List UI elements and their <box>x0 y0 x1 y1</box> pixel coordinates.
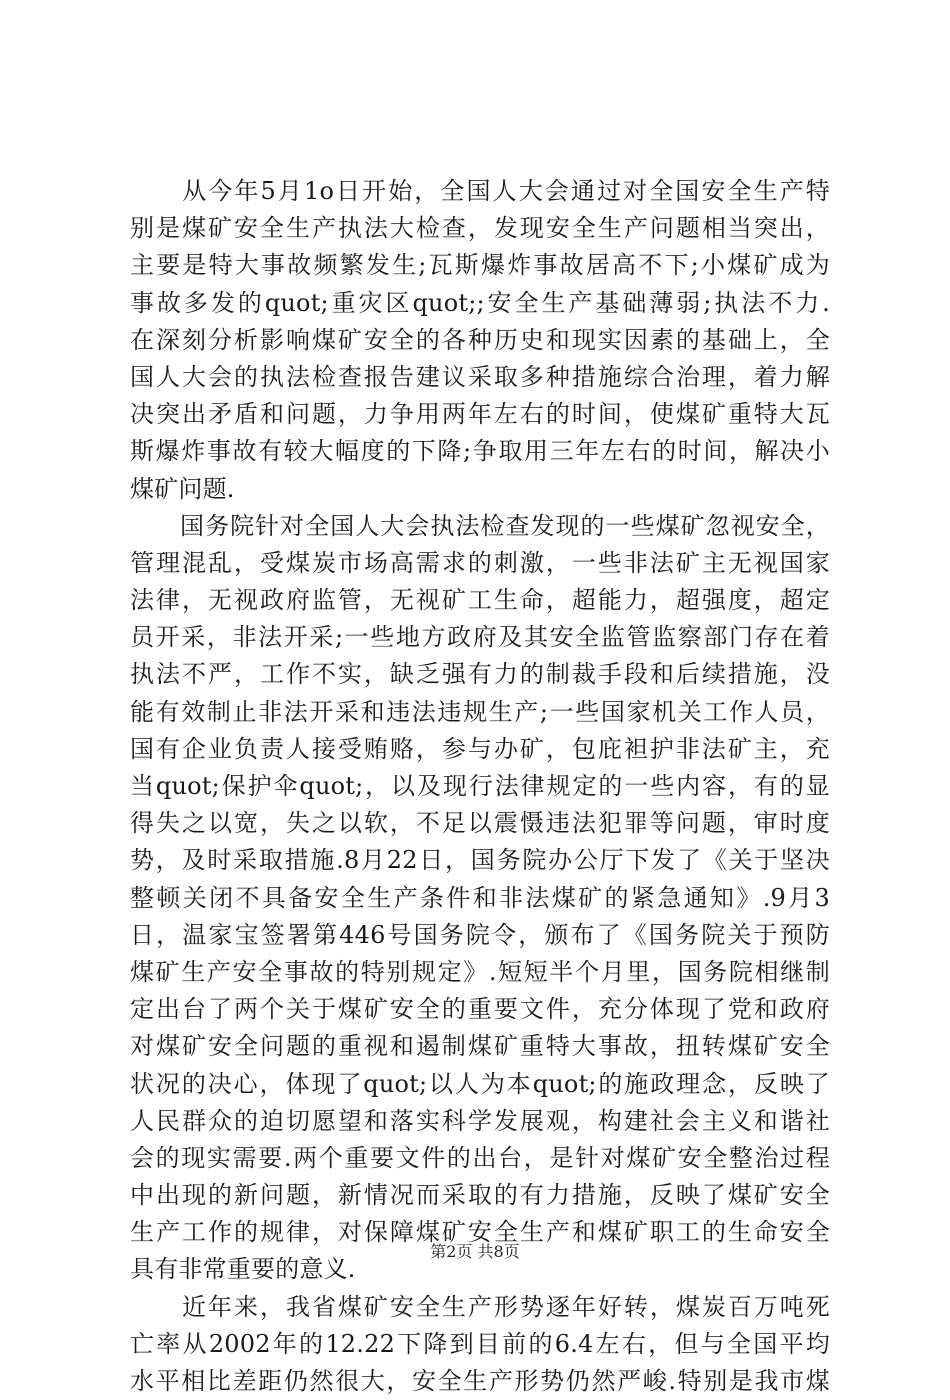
text-line: 事故多发的quot;重灾区quot;;安全生产基础薄弱;执法不力. <box>130 288 830 317</box>
text-line: 具有非常重要的意义. <box>130 1255 356 1284</box>
text-line: 别是煤矿安全生产执法大检查，发现安全生产问题相当突出， <box>130 214 830 243</box>
text-line: 整顿关闭不具备安全生产条件和非法煤矿的紧急通知》.9月3 <box>130 883 830 912</box>
text-line: 中出现的新问题，新情况而采取的有力措施，反映了煤矿安全 <box>130 1181 830 1210</box>
text-line: 水平相比差距仍然很大，安全生产形势仍然严峻.特别是我市煤 <box>130 1367 830 1395</box>
text-line: 亡率从2002年的12.22下降到目前的6.4左右，但与全国平均 <box>130 1329 830 1358</box>
document-body <box>130 173 830 1400</box>
text-line: 执法不严，工作不实，缺乏强有力的制裁手段和后续措施，没 <box>130 660 830 689</box>
text-line: 在深刻分析影响煤矿安全的各种历史和现实因素的基础上，全 <box>130 325 830 354</box>
text-line: 日，温家宝签署第446号国务院令，颁布了《国务院关于预防 <box>130 920 830 949</box>
text-line: 员开采，非法开采;一些地方政府及其安全监管监察部门存在着 <box>130 623 830 652</box>
text-line: 主要是特大事故频繁发生;瓦斯爆炸事故居高不下;小煤矿成为 <box>130 251 830 280</box>
text-line: 煤矿问题. <box>130 474 235 503</box>
text-line: 近年来，我省煤矿安全生产形势逐年好转，煤炭百万吨死 <box>130 1292 830 1321</box>
text-line: 法律，无视政府监管，无视矿工生命，超能力，超强度，超定 <box>130 586 830 615</box>
text-line: 决突出矛盾和问题，力争用两年左右的时间，使煤矿重特大瓦 <box>130 400 830 429</box>
text-line: 能有效制止非法开采和违法违规生产;一些国家机关工作人员， <box>130 697 830 726</box>
text-line: 国务院针对全国人大会执法检查发现的一些煤矿忽视安全， <box>130 511 830 540</box>
text-line: 得失之以宽，失之以软，不足以震慑违法犯罪等问题，审时度 <box>130 809 830 838</box>
text-line: 国人大会的执法检查报告建议采取多种措施综合治理，着力解 <box>130 362 830 391</box>
text-line: 斯爆炸事故有较大幅度的下降;争取用三年左右的时间，解决小 <box>130 437 830 466</box>
text-line: 对煤矿安全问题的重视和遏制煤矿重特大事故，扭转煤矿安全 <box>130 1032 830 1061</box>
text-line: 会的现实需要.两个重要文件的出台，是针对煤矿安全整治过程 <box>130 1143 830 1172</box>
text-line: 生产工作的规律，对保障煤矿安全生产和煤矿职工的生命安全 <box>130 1218 830 1247</box>
text-line: 定出台了两个关于煤矿安全的重要文件，充分体现了党和政府 <box>130 995 830 1024</box>
text-line: 管理混乱，受煤炭市场高需求的刺激，一些非法矿主无视国家 <box>130 548 830 577</box>
text-line: 势，及时采取措施.8月22日，国务院办公厅下发了《关于坚决 <box>130 846 830 875</box>
text-line: 状况的决心，体现了quot;以人为本quot;的施政理念，反映了 <box>130 1069 830 1098</box>
text-line: 人民群众的迫切愿望和落实科学发展观，构建社会主义和谐社 <box>130 1106 830 1135</box>
text-line: 从今年5月1o日开始，全国人大会通过对全国安全生产特 <box>130 177 830 205</box>
text-line: 煤矿生产安全事故的特别规定》.短短半个月里，国务院相继制 <box>130 957 830 986</box>
text-line: 国有企业负责人接受贿赂，参与办矿，包庇袒护非法矿主，充 <box>130 734 830 763</box>
text-line: 当quot;保护伞quot;，以及现行法律规定的一些内容，有的显 <box>130 772 830 800</box>
page-number-footer: 第2页 共8页 <box>430 1242 520 1261</box>
